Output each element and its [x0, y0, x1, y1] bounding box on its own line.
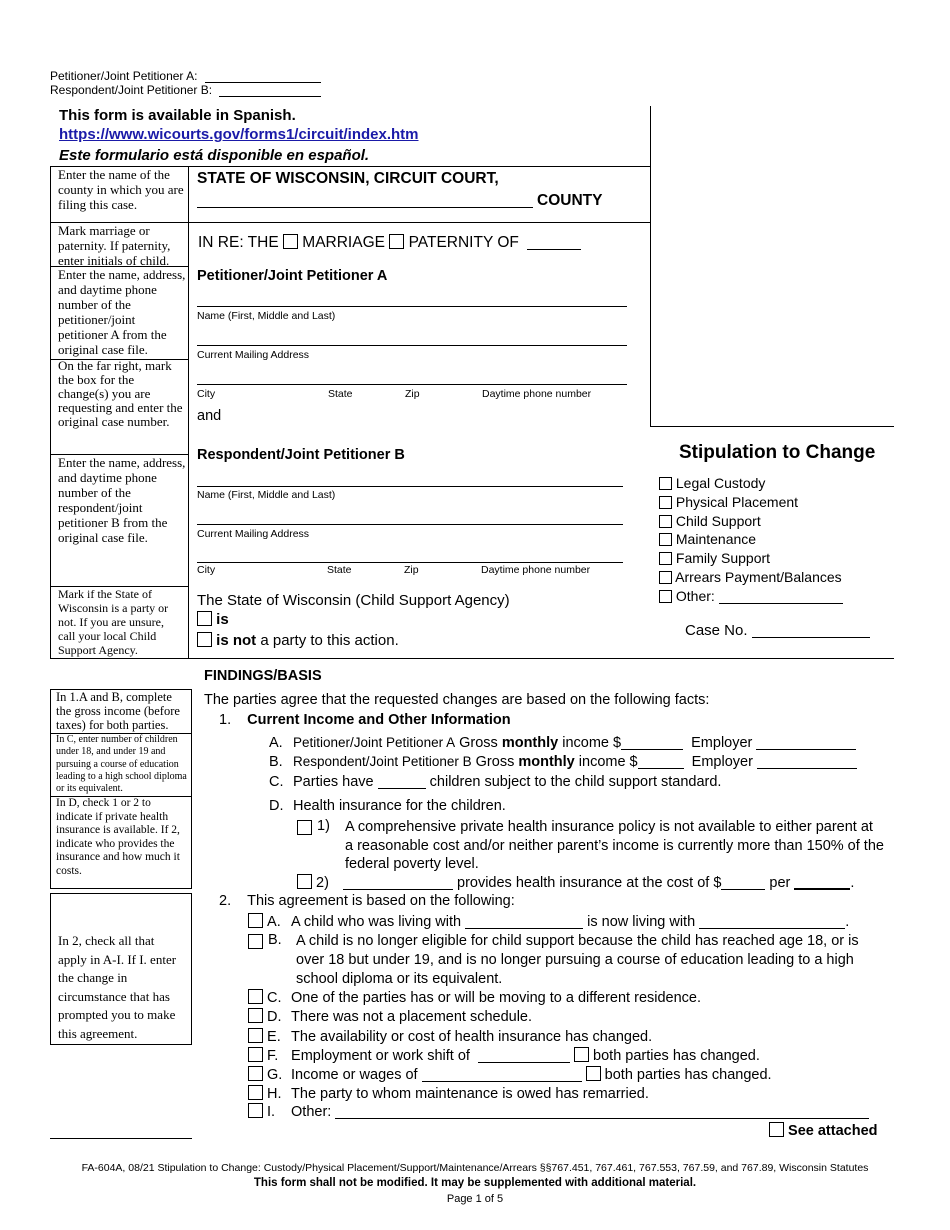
item2c-checkbox[interactable]	[248, 989, 263, 1004]
instruction-marriage: Mark marriage or paternity. If paternity, enter initials of child.	[58, 223, 171, 268]
option-family-support[interactable]	[659, 549, 843, 568]
in-re-prefix: IN RE: THE	[198, 234, 279, 251]
in-re-line	[198, 234, 581, 252]
findings-intro: The parties agree that the requested changes are based on the following facts:	[204, 692, 710, 708]
item-letter: G.	[267, 1067, 283, 1083]
respondent-b-header-field[interactable]	[219, 96, 321, 97]
instruction-petitioner-a: Enter the name, address, and daytime phone number of the petitioner/joint petitioner A from the original case file.	[58, 267, 186, 357]
petitioner-a-header-label: Petitioner/Joint Petitioner A:	[50, 69, 198, 83]
option-checkbox[interactable]	[659, 515, 672, 528]
respondent-b-name-field[interactable]	[197, 486, 623, 487]
grid-line	[50, 658, 894, 659]
item2-title: This agreement is based on the following:	[247, 893, 515, 909]
item2a-pre: A child who was living with	[291, 914, 462, 930]
option-checkbox[interactable]	[659, 552, 672, 565]
item2h-row	[248, 1085, 649, 1102]
instruction-circumstance: In 2, check all that apply in A-I. If I. enter the change in circumstance that has prompted you to make this agreement.	[58, 933, 177, 1041]
item1b-row	[269, 754, 857, 770]
item2c-text: One of the parties has or will be moving to a different residence.	[291, 990, 702, 1006]
page-number: Page 1 of 5	[446, 1193, 504, 1205]
marriage-label: MARRIAGE	[302, 234, 385, 251]
item2i-checkbox[interactable]	[248, 1103, 263, 1118]
item-letter: D.	[267, 1009, 282, 1025]
item2e-checkbox[interactable]	[248, 1028, 263, 1043]
option-label: Other:	[675, 587, 715, 604]
insurance-period-field[interactable]	[794, 874, 850, 890]
state-is-not-rest: a party to this action.	[256, 632, 399, 649]
item1c-post: children subject to the child support standard.	[429, 774, 722, 790]
item2e-text: The availability or cost of health insurance has changed.	[291, 1029, 653, 1045]
option-label: Family Support	[675, 550, 771, 567]
respondent-b-header-label: Respondent/Joint Petitioner B:	[50, 83, 213, 97]
item-letter: I.	[267, 1104, 276, 1120]
item2c-row	[248, 989, 701, 1006]
spanish-notice: This form is available in Spanish.	[59, 107, 296, 124]
income-label: income $	[558, 735, 622, 751]
item2g-checkbox[interactable]	[248, 1066, 263, 1081]
item1-num: 1.	[219, 712, 232, 728]
item1c-row	[269, 774, 721, 790]
option-checkbox[interactable]	[659, 477, 672, 490]
respondent-b-name-label: Name (First, Middle and Last)	[197, 489, 336, 501]
instruction-income: In 1.A and B, complete the gross income (before taxes) for both parties.	[56, 690, 180, 732]
item-letter: A.	[269, 735, 283, 751]
item2a-row: A. A child who was living with is now living with .	[248, 913, 849, 930]
court-title: STATE OF WISCONSIN, CIRCUIT COURT,	[197, 170, 499, 187]
item1b-prefix: Respondent/Joint Petitioner B	[293, 754, 472, 769]
d2-num: 2)	[316, 875, 329, 891]
see-attached-checkbox[interactable]	[769, 1122, 784, 1137]
petitioner-a-name-label: Name (First, Middle and Last)	[197, 310, 336, 322]
forms-link[interactable]: https://www.wicourts.gov/forms1/circuit/index.htm	[59, 126, 419, 143]
item2f-row	[248, 1047, 760, 1064]
item2i-text: Other:	[291, 1104, 332, 1120]
item1d-text: Health insurance for the children.	[293, 798, 506, 814]
item-letter: B.	[268, 932, 282, 948]
d2-mid: provides health insurance at the cost of $	[457, 875, 722, 891]
item2d-checkbox[interactable]	[248, 1008, 263, 1023]
item2g-row	[248, 1066, 772, 1083]
item1d2-row: 2) provides health insurance at the cost of $ per .	[297, 874, 854, 891]
grid-line	[188, 166, 189, 658]
respondent-b-header	[50, 83, 212, 97]
other-circumstance-field[interactable]	[335, 1104, 869, 1119]
respondent-b-state-label: State	[327, 564, 352, 576]
item1c-pre: Parties have	[293, 774, 374, 790]
insurance-provider-field[interactable]	[343, 875, 453, 890]
item-letter: C.	[267, 990, 282, 1006]
and-label: and	[197, 408, 222, 424]
item2-num: 2.	[219, 893, 232, 909]
instruction-children: In C, enter number of children under 18, and under 19 and pursuing a course of education leading to a high school diploma or its equivalent.	[56, 734, 187, 795]
marriage-checkbox[interactable]	[283, 234, 298, 249]
case-no-row	[685, 622, 870, 639]
now-living-with-field[interactable]	[699, 914, 845, 929]
state-is-checkbox[interactable]	[197, 611, 212, 626]
monthly-label: monthly	[518, 754, 575, 770]
living-with-field[interactable]	[465, 914, 583, 929]
respondent-b-phone-label: Daytime phone number	[481, 564, 591, 576]
item2i-row	[248, 1103, 869, 1120]
gross-label: Gross	[471, 754, 519, 770]
option-other[interactable]	[659, 587, 843, 606]
petitioner-a-city-label: City	[197, 388, 216, 400]
income-label: income $	[574, 754, 638, 770]
option-checkbox[interactable]	[659, 571, 672, 584]
case-no-field[interactable]	[752, 623, 870, 638]
findings-heading: FINDINGS/BASIS	[204, 668, 322, 684]
case-no-label: Case No.	[685, 622, 748, 639]
option-label: Child Support	[675, 512, 761, 529]
instruction-insurance: In D, check 1 or 2 to indicate if private health insurance is available. If 2, indicate who provides the insurance and how much it costs.	[56, 797, 180, 877]
petitioner-a-state-label: State	[328, 388, 353, 400]
respondent-b-city-field[interactable]	[197, 562, 623, 563]
children-count-field[interactable]	[378, 774, 426, 789]
state-is-row	[197, 611, 229, 628]
item2a-checkbox[interactable]	[248, 913, 263, 928]
grid-line	[650, 426, 894, 427]
employer-a-field[interactable]	[756, 735, 856, 750]
item-letter: E.	[267, 1029, 281, 1045]
option-label: Maintenance	[675, 531, 757, 548]
d2-per: per	[769, 875, 791, 891]
item2d-row	[248, 1008, 532, 1025]
item1a-row	[269, 735, 856, 751]
d2-checkbox[interactable]	[297, 874, 312, 889]
item2d-text: There was not a placement schedule.	[291, 1009, 533, 1025]
item-letter: F.	[267, 1048, 279, 1064]
item-letter: A.	[267, 914, 281, 930]
footer-form-id: FA-604A, 08/21 Stipulation to Change: Custody/Physical Placement/Support/Maintenance/Arrears §§767.451, 767.461, 767.553, 767.59, and 767.89, Wisconsin Statutes	[81, 1162, 869, 1174]
item1-row	[219, 712, 511, 728]
d1-text: A comprehensive private health insurance policy is not available to either parent at a reasonable cost and/or neither parent’s income is currently more than 150% of the federal poverty level.	[345, 819, 884, 872]
item-letter: B.	[269, 754, 283, 770]
income-a-field[interactable]	[621, 735, 683, 750]
option-maintenance[interactable]	[659, 530, 843, 549]
monthly-label: monthly	[501, 735, 559, 751]
instruction-county: Enter the name of the county in which you are filing this case.	[58, 167, 184, 212]
item1d-row	[269, 798, 506, 814]
see-attached-row	[769, 1122, 878, 1139]
respondent-b-heading: Respondent/Joint Petitioner B	[197, 447, 405, 463]
option-label: Physical Placement	[675, 493, 799, 510]
item2b-checkbox[interactable]	[248, 934, 263, 949]
petitioner-a-header	[50, 69, 197, 83]
item2f-post: both parties has changed.	[593, 1048, 760, 1064]
income-b-field[interactable]	[638, 754, 684, 769]
option-checkbox[interactable]	[659, 496, 672, 509]
paternity-checkbox[interactable]	[389, 234, 404, 249]
income-party-field[interactable]	[422, 1067, 582, 1082]
petitioner-a-address-field[interactable]	[197, 345, 627, 346]
spanish-notice-es: Este formulario está disponible en español.	[59, 147, 370, 164]
employer-label: Employer	[691, 735, 753, 751]
petitioner-a-header-field[interactable]	[205, 82, 321, 83]
employment-both-checkbox[interactable]	[574, 1047, 589, 1062]
item2b-text: A child is no longer eligible for child support because the child has reached age 18, or is over 18 but under 19, and is no longer pursuing a course of education leading to a high school diploma or its equivalent.	[296, 933, 859, 987]
d1-checkbox[interactable]	[297, 820, 312, 835]
instruction-respondent-b: Enter the name, address, and daytime phone number of the respondent/joint petitioner B from the original case file.	[58, 455, 186, 545]
item2h-checkbox[interactable]	[248, 1085, 263, 1100]
petitioner-a-city-field[interactable]	[197, 384, 627, 385]
petitioner-a-phone-label: Daytime phone number	[482, 388, 592, 400]
item1-title: Current Income and Other Information	[247, 712, 511, 728]
item2e-row	[248, 1028, 652, 1045]
petitioner-a-zip-label: Zip	[405, 388, 420, 400]
child-initials-field[interactable]	[527, 235, 581, 250]
item2g-pre: Income or wages of	[291, 1067, 418, 1083]
respondent-b-zip-label: Zip	[404, 564, 419, 576]
option-legal-custody[interactable]	[659, 474, 843, 493]
option-label: Legal Custody	[675, 475, 766, 491]
item2f-pre: Employment or work shift of	[291, 1048, 470, 1064]
insurance-cost-field[interactable]	[721, 875, 765, 890]
gross-label: Gross	[455, 735, 502, 751]
petitioner-a-address-label: Current Mailing Address	[197, 349, 310, 361]
other-field[interactable]	[719, 589, 843, 604]
respondent-b-address-label: Current Mailing Address	[197, 528, 310, 540]
option-arrears[interactable]	[659, 568, 843, 587]
instruction-state-party: Mark if the State of Wisconsin is a party or not. If you are unsure, call your local Child Support Agency.	[58, 587, 169, 657]
respondent-b-address-field[interactable]	[197, 524, 623, 525]
stipulation-title: Stipulation to Change	[679, 442, 876, 463]
item-letter: D.	[269, 798, 284, 814]
income-both-checkbox[interactable]	[586, 1066, 601, 1081]
option-checkbox[interactable]	[659, 590, 672, 603]
county-label: COUNTY	[537, 192, 603, 209]
state-is-not-row	[197, 632, 399, 649]
stipulation-options	[659, 474, 843, 606]
paternity-label: PATERNITY OF	[408, 234, 519, 251]
item1a-prefix: Petitioner/Joint Petitioner A	[293, 735, 456, 750]
option-child-support[interactable]	[659, 512, 843, 531]
footer-rule	[50, 1138, 192, 1139]
grid-line	[650, 106, 651, 426]
item2a-mid: is now living with	[587, 914, 696, 930]
item2-row	[219, 893, 515, 909]
petitioner-a-name-field[interactable]	[197, 306, 627, 307]
item-letter: H.	[267, 1086, 282, 1102]
county-field[interactable]	[197, 207, 533, 208]
item2h-text: The party to whom maintenance is owed has remarried.	[291, 1086, 649, 1102]
instruction-far-right: On the far right, mark the box for the change(s) you are requesting and enter the original case number.	[58, 358, 183, 429]
option-physical-placement[interactable]	[659, 493, 843, 512]
employment-party-field[interactable]	[478, 1048, 570, 1063]
option-checkbox[interactable]	[659, 533, 672, 546]
footer-notice: This form shall not be modified. It may be supplemented with additional material.	[253, 1177, 697, 1189]
state-is-not-checkbox[interactable]	[197, 632, 212, 647]
option-label: Arrears Payment/Balances	[675, 568, 842, 585]
state-is-label: is	[216, 611, 229, 628]
item2f-checkbox[interactable]	[248, 1047, 263, 1062]
employer-label: Employer	[691, 754, 753, 770]
respondent-b-city-label: City	[197, 564, 216, 576]
see-attached-label: See attached	[788, 1123, 878, 1139]
item-letter: C.	[269, 774, 284, 790]
d1-num: 1)	[317, 818, 330, 834]
grid-line	[50, 166, 51, 658]
petitioner-a-heading: Petitioner/Joint Petitioner A	[197, 268, 388, 284]
state-party-line: The State of Wisconsin (Child Support Agency)	[197, 592, 510, 609]
employer-b-field[interactable]	[757, 754, 857, 769]
item2g-post: both parties has changed.	[604, 1067, 772, 1083]
state-is-not-label: is not	[216, 632, 257, 649]
